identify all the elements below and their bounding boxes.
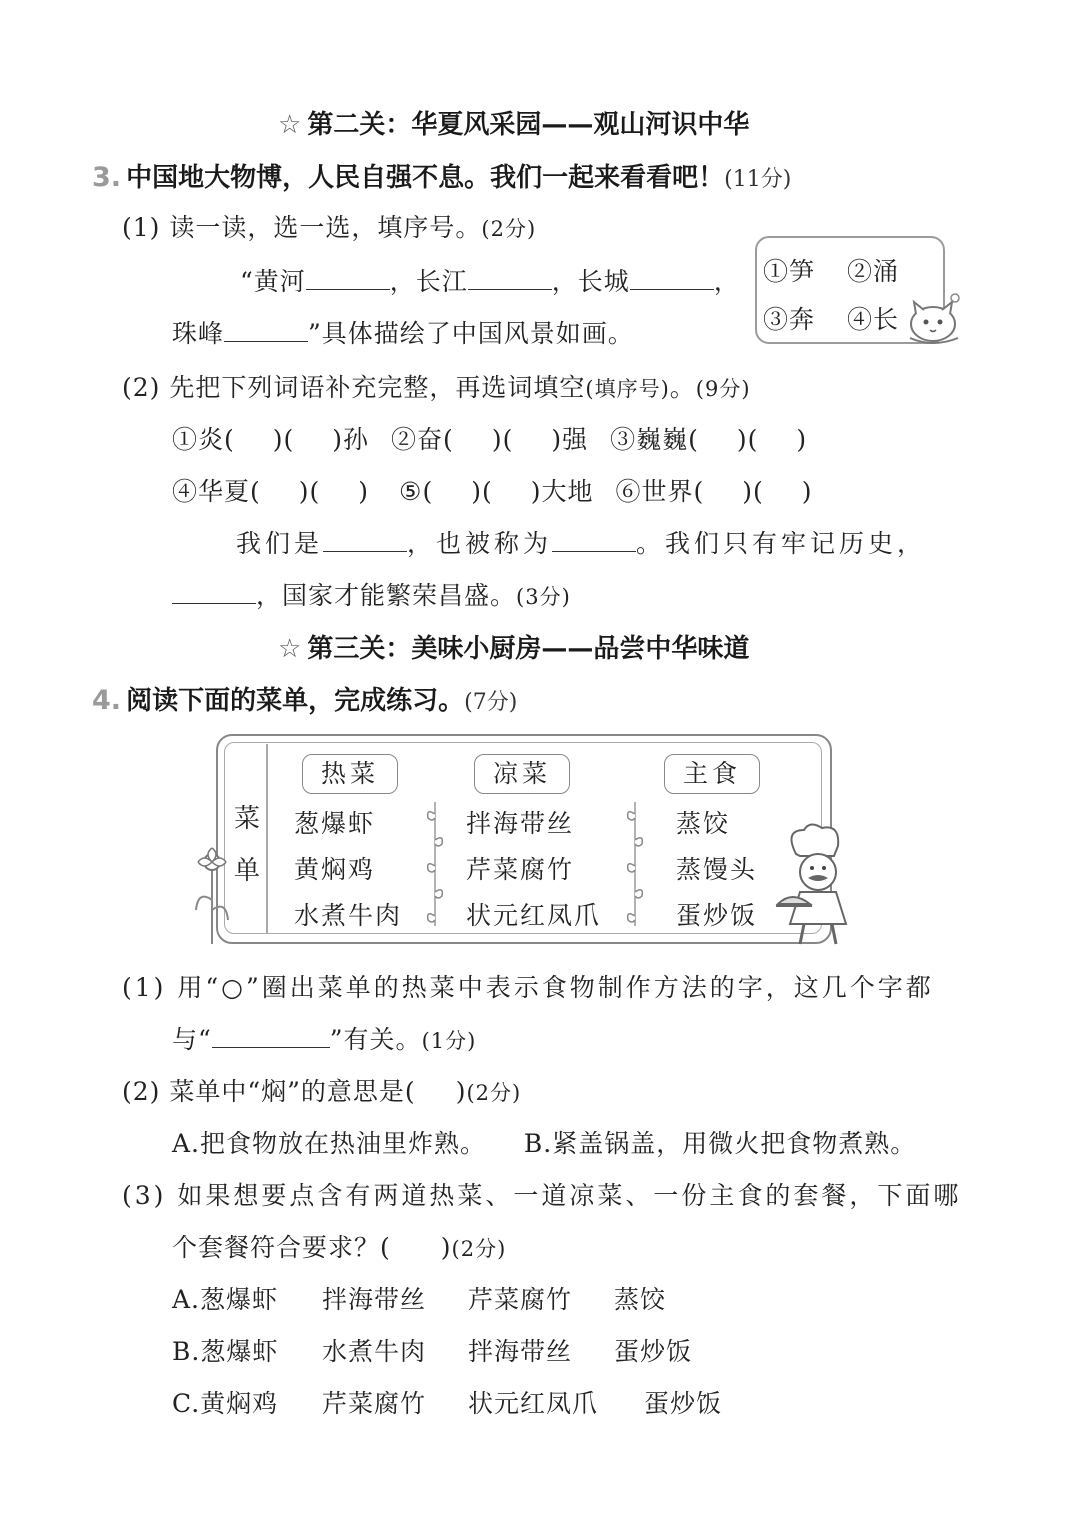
cat-illustration	[900, 290, 966, 346]
answer-blank[interactable]	[552, 527, 636, 552]
menu-category-hot: 热菜	[302, 754, 398, 794]
section-2-heading: ☆ 第二关：华夏风采园——观山河识中华	[278, 110, 750, 140]
answer-blank[interactable]	[224, 317, 308, 342]
answer-blank[interactable]	[468, 265, 552, 290]
q3-part1-sentence-line1: “黄河 ，长江 ，长城 ，	[240, 267, 740, 296]
menu-dish: 芹菜腐竹	[466, 855, 575, 884]
q4-part3-line2: 个套餐符合要求？( )(2分)	[172, 1233, 507, 1262]
menu-dish: 水煮牛肉	[294, 901, 403, 930]
menu-dish: 蛋炒饭	[676, 901, 758, 930]
option-a: A.把食物放在热油里炸熟。	[172, 1129, 487, 1158]
menu-side-label: 菜	[234, 804, 262, 834]
idiom-row-2: ④华夏( )( ) ⑤( )( )大地 ⑥世界( )( )	[172, 477, 813, 506]
answer-blank[interactable]	[323, 527, 407, 552]
q3-part1-prompt: (1) 读一读，选一选，填序号。(2分)	[122, 213, 537, 242]
q4-part1-prompt: (1) 用“○”圈出菜单的热菜中表示食物制作方法的字，这几个字都	[122, 973, 934, 1002]
q4-option-a: A.葱爆虾 拌海带丝 芹菜腐竹 蒸饺	[172, 1285, 667, 1314]
q4-option-c: C.黄焖鸡 芹菜腐竹 状元红凤爪 蛋炒饭	[172, 1389, 723, 1418]
menu-dish: 拌海带丝	[466, 809, 575, 838]
chef-illustration	[770, 820, 862, 948]
question-4-title: 4. 阅读下面的菜单，完成练习。(7分)	[92, 685, 518, 716]
answer-blank[interactable]	[212, 1023, 330, 1048]
q4-option-b: B.葱爆虾 水煮牛肉 拌海带丝 蛋炒饭	[172, 1337, 693, 1366]
q4-part2-prompt: (2) 菜单中“焖”的意思是( )(2分)	[122, 1077, 522, 1106]
menu-category-staple: 主食	[664, 754, 760, 794]
q3-fill-sentence-line2: ，国家才能繁荣昌盛。(3分)	[172, 576, 571, 612]
q4-part2-options	[172, 1124, 916, 1160]
option-item: ①笋	[763, 257, 816, 286]
q3-part2-prompt: (2) 先把下列词语补充完整，再选词填空(填序号)。(9分)	[122, 373, 751, 402]
star-icon: ☆	[278, 110, 302, 140]
menu-dish: 蒸馒头	[676, 855, 758, 884]
flower-illustration	[190, 840, 234, 944]
q3-fill-sentence-line1: 我们是 ，也被称为 。我们只有牢记历史，	[236, 529, 927, 558]
menu-category-cold: 凉菜	[474, 754, 570, 794]
star-icon: ☆	[278, 634, 302, 664]
option-item: ②涌	[847, 257, 900, 286]
menu-card	[216, 734, 832, 944]
answer-blank[interactable]	[630, 265, 714, 290]
section-3-heading: ☆ 第三关：美味小厨房——品尝中华味道	[278, 634, 750, 664]
option-item: ④长	[847, 305, 900, 334]
menu-dish: 状元红凤爪	[466, 901, 602, 930]
answer-blank[interactable]	[172, 579, 256, 604]
menu-side-label: 单	[234, 856, 262, 886]
vine-divider-icon	[624, 802, 646, 926]
option-item: ③奔	[763, 305, 816, 334]
menu-divider	[266, 744, 268, 934]
question-3-title: 3. 中国地大物博，人民自强不息。我们一起来看看吧！(11分)	[92, 162, 792, 193]
q4-part3-prompt: (3) 如果想要点含有两道热菜、一道凉菜、一份主食的套餐，下面哪	[122, 1181, 962, 1210]
menu-dish: 黄焖鸡	[294, 855, 376, 884]
menu-dish: 葱爆虾	[294, 809, 376, 838]
answer-blank[interactable]	[306, 265, 390, 290]
q3-part1-sentence-line2: 珠峰 ”具体描绘了中国风景如画。	[172, 319, 634, 348]
vine-divider-icon	[424, 802, 446, 926]
option-b: B.紧盖锅盖，用微火把食物煮熟。	[523, 1129, 917, 1158]
q4-part1-line2: 与“ ”有关。(1分)	[172, 1025, 477, 1054]
idiom-row-1: ①炎( )( )孙 ②奋( )( )强 ③巍巍( )( )	[172, 425, 808, 454]
menu-dish: 蒸饺	[676, 809, 731, 838]
